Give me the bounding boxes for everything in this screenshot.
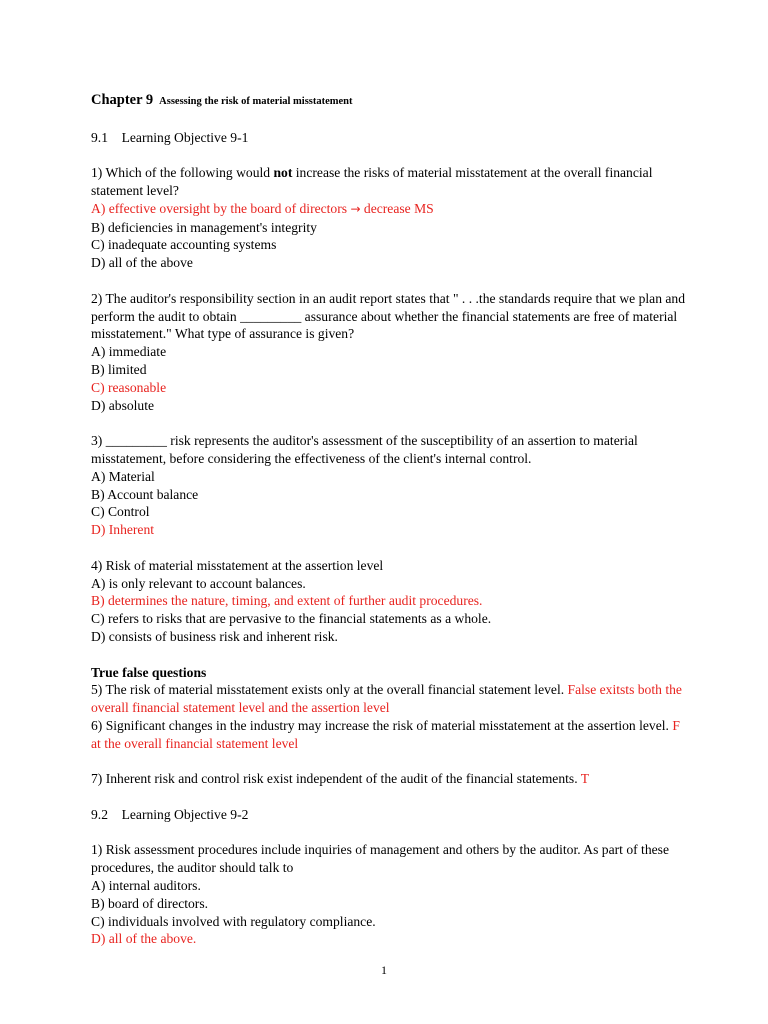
question-2-option-b: B) limited [91,361,147,377]
chapter-label: Chapter 9 [91,92,154,108]
question-8-option-a: A) internal auditors. [91,878,201,894]
question-3-option-b: B) Account balance [91,486,199,502]
q1-text-pre: 1) Which of the following would [91,165,274,181]
q6-text: 6) Significant changes in the industry may increase the risk of material misstatement at the assertion level. [91,717,673,733]
question-1-text [91,164,691,200]
question-4-option-a: A) is only relevant to account balances. [91,575,306,591]
learning-objective-2: 9.2 Learning Objective 9-2 [91,806,249,822]
question-8-option-b: B) board of directors. [91,895,209,911]
question-4-option-c: C) refers to risks that are pervasive to the financial statements as a whole. [91,611,492,627]
question-1-option-b: B) deficiencies in management's integrity [91,219,317,235]
question-3-text: 3) _________ risk represents the auditor's assessment of the susceptibility of an assertion to material misstatement, before considering the effectiveness of the client's internal control. [91,433,638,466]
question-8-text: 1) Risk assessment procedures include inquiries of management and others by the auditor. As part of these procedures, the auditor should talk to [91,842,669,876]
arrow-right-icon: → [350,201,361,216]
question-1-option-c: C) inadequate accounting systems [91,237,277,253]
question-2-text: 2) The auditor's responsibility section in an audit report states that " . . .the standards require that we plan and perform the audit to obtain _________ assurance about whether the financial statements are free of material misstatement." What type of assurance is given? [91,290,686,342]
q5-answer: False exitsts both the overall financial statement level and the assertion level [91,682,682,716]
question-4-option-d: D) consists of business risk and inherent risk. [91,628,338,644]
q1-a-note: decrease MS [360,200,434,216]
question-2-option-d: D) absolute [91,397,155,413]
question-3-option-c: C) Control [91,504,150,520]
q7-text: 7) Inherent risk and control risk exist independent of the audit of the financial statements. [91,771,581,787]
chapter-heading [91,92,691,111]
question-4-text: 4) Risk of material misstatement at the assertion level [91,557,384,573]
q7-answer: T [580,771,590,787]
q5-text: 5) The risk of material misstatement exists only at the overall financial statement level. [91,682,568,698]
question-4 [91,557,691,646]
question-8-option-d: D) all of the above. [91,931,197,947]
learning-objective-1: 9.1 Learning Objective 9-1 [91,129,249,145]
question-8 [91,841,691,948]
question-3-option-a: A) Material [91,468,155,484]
page-number: 1 [381,963,387,977]
question-2-option-a: A) immediate [91,344,167,360]
question-1 [91,164,691,272]
q1-a-text: A) effective oversight by the board of directors [91,200,351,216]
question-3-option-d: D) Inherent [91,522,155,538]
q6-answer: F at the overall financial statement level [91,717,680,751]
question-3 [91,432,691,539]
question-2-option-c: C) reasonable [91,379,167,395]
question-8-option-c: C) individuals involved with regulatory compliance. [91,913,376,929]
question-7 [91,770,691,788]
question-5 [91,681,691,717]
question-1-option-a [91,200,691,219]
true-false-heading: True false questions [91,664,207,680]
q1-text-bold: not [273,165,293,181]
question-2 [91,290,691,415]
question-4-option-b: B) determines the nature, timing, and extent of further audit procedures. [91,593,483,609]
q1-text-post: increase the risks of material misstatement at the overall financial statement level? [91,165,653,198]
document-page [91,92,691,948]
question-1-option-d: D) all of the above [91,255,193,271]
question-6 [91,717,691,753]
chapter-title: Assessing the risk of material misstatement [159,96,353,107]
